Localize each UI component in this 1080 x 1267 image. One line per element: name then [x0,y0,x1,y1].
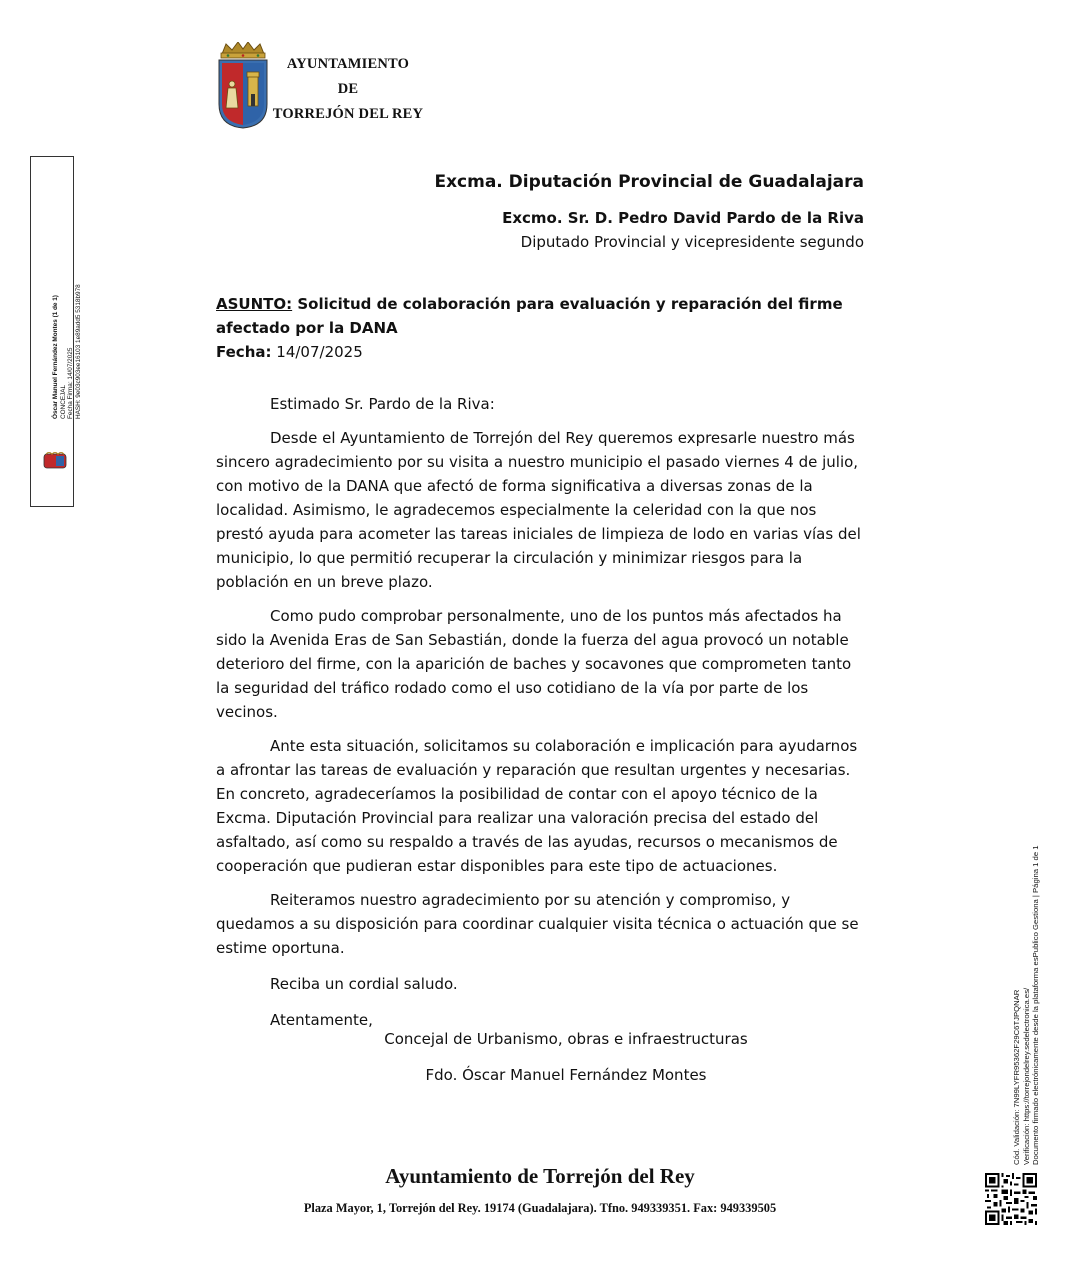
recipient-block [434,168,864,254]
date-value: 14/07/2025 [271,343,363,361]
validation-code: Cód. Validación: 7N99LYFR95362F29C6TJPQNAR [1012,989,1021,1165]
paragraph: Ante esta situación, solicitamos su colaboración e implicación para ayudarnos a afrontar las tareas de evaluación y reparación que resultan urgentes y necesarias. En concreto, agradeceríamos la posibilidad de contar con el apoyo técnico de la Excma. Diputación Provincial para realizar una valoración precisa del estado del asfaltado, así como su respaldo a través de las ayudas, recursos o mecanismos de cooperación que pudieran estar disponibles para este tipo de actuaciones. [216,737,858,875]
validation-text [1012,845,1041,1165]
validation-url: Verificación: https://torrejondelrey.sedelectronica.es/ [1021,987,1031,1165]
sign-off: Atentamente, [270,1011,373,1029]
subject-label: ASUNTO: [216,295,293,313]
greeting: Estimado Sr. Pardo de la Riva: [270,395,495,413]
signer-name: Fdo. Óscar Manuel Fernández Montes [425,1066,707,1084]
recipient-person: Excmo. Sr. D. Pedro David Pardo de la Riva [502,209,864,227]
signature-role: CONCEJAL [59,384,67,419]
footer-address: Plaza Mayor, 1, Torrejón del Rey. 19174 (Guadalajara). Tfno. 949339351. Fax: 949339505 [303,1201,777,1215]
closing: Reciba un cordial saludo. [270,975,458,993]
date-label: Fecha: [216,343,272,361]
footer-title: Ayuntamiento de Torrejón del Rey [385,1164,695,1188]
subject-line [216,292,866,340]
recipient-position: Diputado Provincial y vicepresidente segundo [520,233,864,251]
org-name-line3: TORREJÓN DEL REY [272,106,424,122]
validation-note: Documento firmado electrónicamente desde la plataforma esPublico Gestiona | Página 1 de 1 [1031,845,1040,1165]
organization-name [268,52,428,127]
qr-code-icon [985,1173,1037,1225]
seal-icon [43,452,67,470]
signer-role: Concejal de Urbanismo, obras e infraestructuras [384,1030,748,1048]
signature-date: Fecha Firma: 14/07/2025 [67,347,74,419]
signature-hash: HASH: 9e03c903ee16103 1e89add5 5318b978 [74,284,82,419]
coat-of-arms-icon [216,42,270,130]
subject-text: Solicitud de colaboración para evaluación y reparación del firme afectado por la DANA [216,295,843,337]
org-name-line1: AYUNTAMIENTO [286,56,410,72]
org-name-line2: DE [337,81,359,97]
recipient-institution: Excma. Diputación Provincial de Guadalajara [434,172,864,192]
letter-body [216,292,866,1032]
paragraph: Como pudo comprobar personalmente, uno de los puntos más afectados ha sido la Avenida Eras de San Sebastián, donde la fuerza del agua provocó un notable deterioro del firme, con la aparición de baches y socavones que comprometen tanto la seguridad del tráfico rodado como el uso cotidiano de la vía por parte de los vecinos. [216,607,852,721]
signature-signer: Óscar Manuel Fernández Montes (1 de 1) [52,295,59,419]
paragraph: Desde el Ayuntamiento de Torrejón del Rey queremos expresarle nuestro más sincero agradecimiento por su visita a nuestro municipio el pasado viernes 4 de julio, con motivo de la DANA que afectó de forma significativa a diversas zonas de la localidad. Asimismo, le agradecemos especialmente la celeridad con la que nos prestó ayuda para acometer las tareas iniciales de limpieza de lodo en varias vías del municipio, lo que permitió recuperar la circulación y minimizar riesgos para la población en un breve plazo. [216,429,861,591]
paragraph: Reiteramos nuestro agradecimiento por su atención y compromiso, y quedamos a su disposición para coordinar cualquier visita técnica o actuación que se estime oportuna. [216,891,859,957]
signature-stamp-text [52,269,82,419]
date-line [216,340,866,364]
